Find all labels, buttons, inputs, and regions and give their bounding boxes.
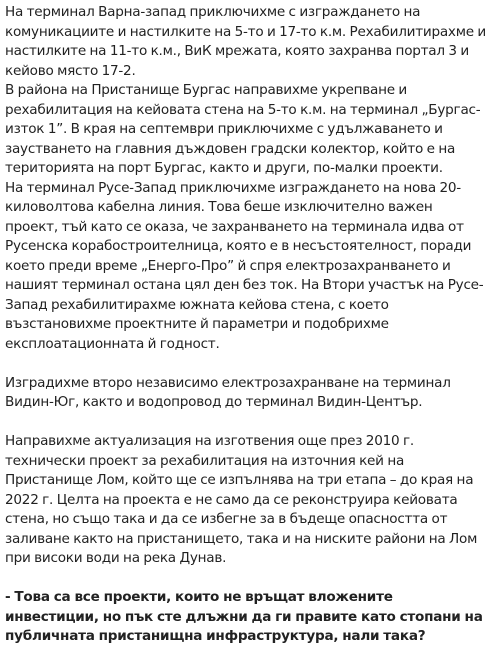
- paragraph-burgas: В района на Пристанище Бургас направихме укрепване и рехабилитация на кейовата стена на 5-то к.м. на терминал „Бургас-изток 1”. В края на септември приключихме с удължаването и заустването на главния дъждовен градски колектор, който е на територията на порт Бургас, както и други, по-малки проекти.: [5, 82, 481, 176]
- paragraph-ruse: На терминал Русе-Запад приключихме изграждането на нова 20-киловолтова кабелна линия. Това беше изключително важен проект, тъй като се оказа, че захранването на терминала идва от Русенска корабостроителница, която е в несъстоятелност, поради което преди време „Енерго-Про” й спря електрозахранването и нашият терминал остана цял ден без ток. На Втори участък на Русе-Запад рехабилитирахме южната кейова стена, с което възстановихме проектните й параметри и подобрихме експлоатационната й годност.: [5, 179, 484, 352]
- paragraph-varna: На терминал Варна-запад приключихме с изграждането на комуникациите и настилките на 5-то и 17-то к.м. Рехабилитирахме и настилките на 11-то к.м., ВиК мрежата, която захранва портал 3 и кейово място 17-2.: [5, 4, 487, 79]
- paragraph-lom: Направихме актуализация на изготвения още през 2010 г. технически проект за рехабилитация на източния кей на Пристанище Лом, който ще се изпълнява на три етапа – до края на 2022 г. Целта на проекта е не само да се реконструира кейовата стена, но също така и да се избегне за в бъдеще опасността от заливане както на пристанището, така и на ниските райони на Лом при високи води на река Дунав.: [5, 433, 478, 566]
- interview-question: - Това са все проекти, които не връщат вложените инвестиции, но пък сте длъжни да ги правите като стопани на публичната пристанищна инфраструктура, нали така?: [5, 589, 483, 644]
- paragraph-vidin: Изградихме второ независимо електрозахранване на терминал Видин-Юг, както и водопровод до терминал Видин-Център.: [5, 374, 451, 410]
